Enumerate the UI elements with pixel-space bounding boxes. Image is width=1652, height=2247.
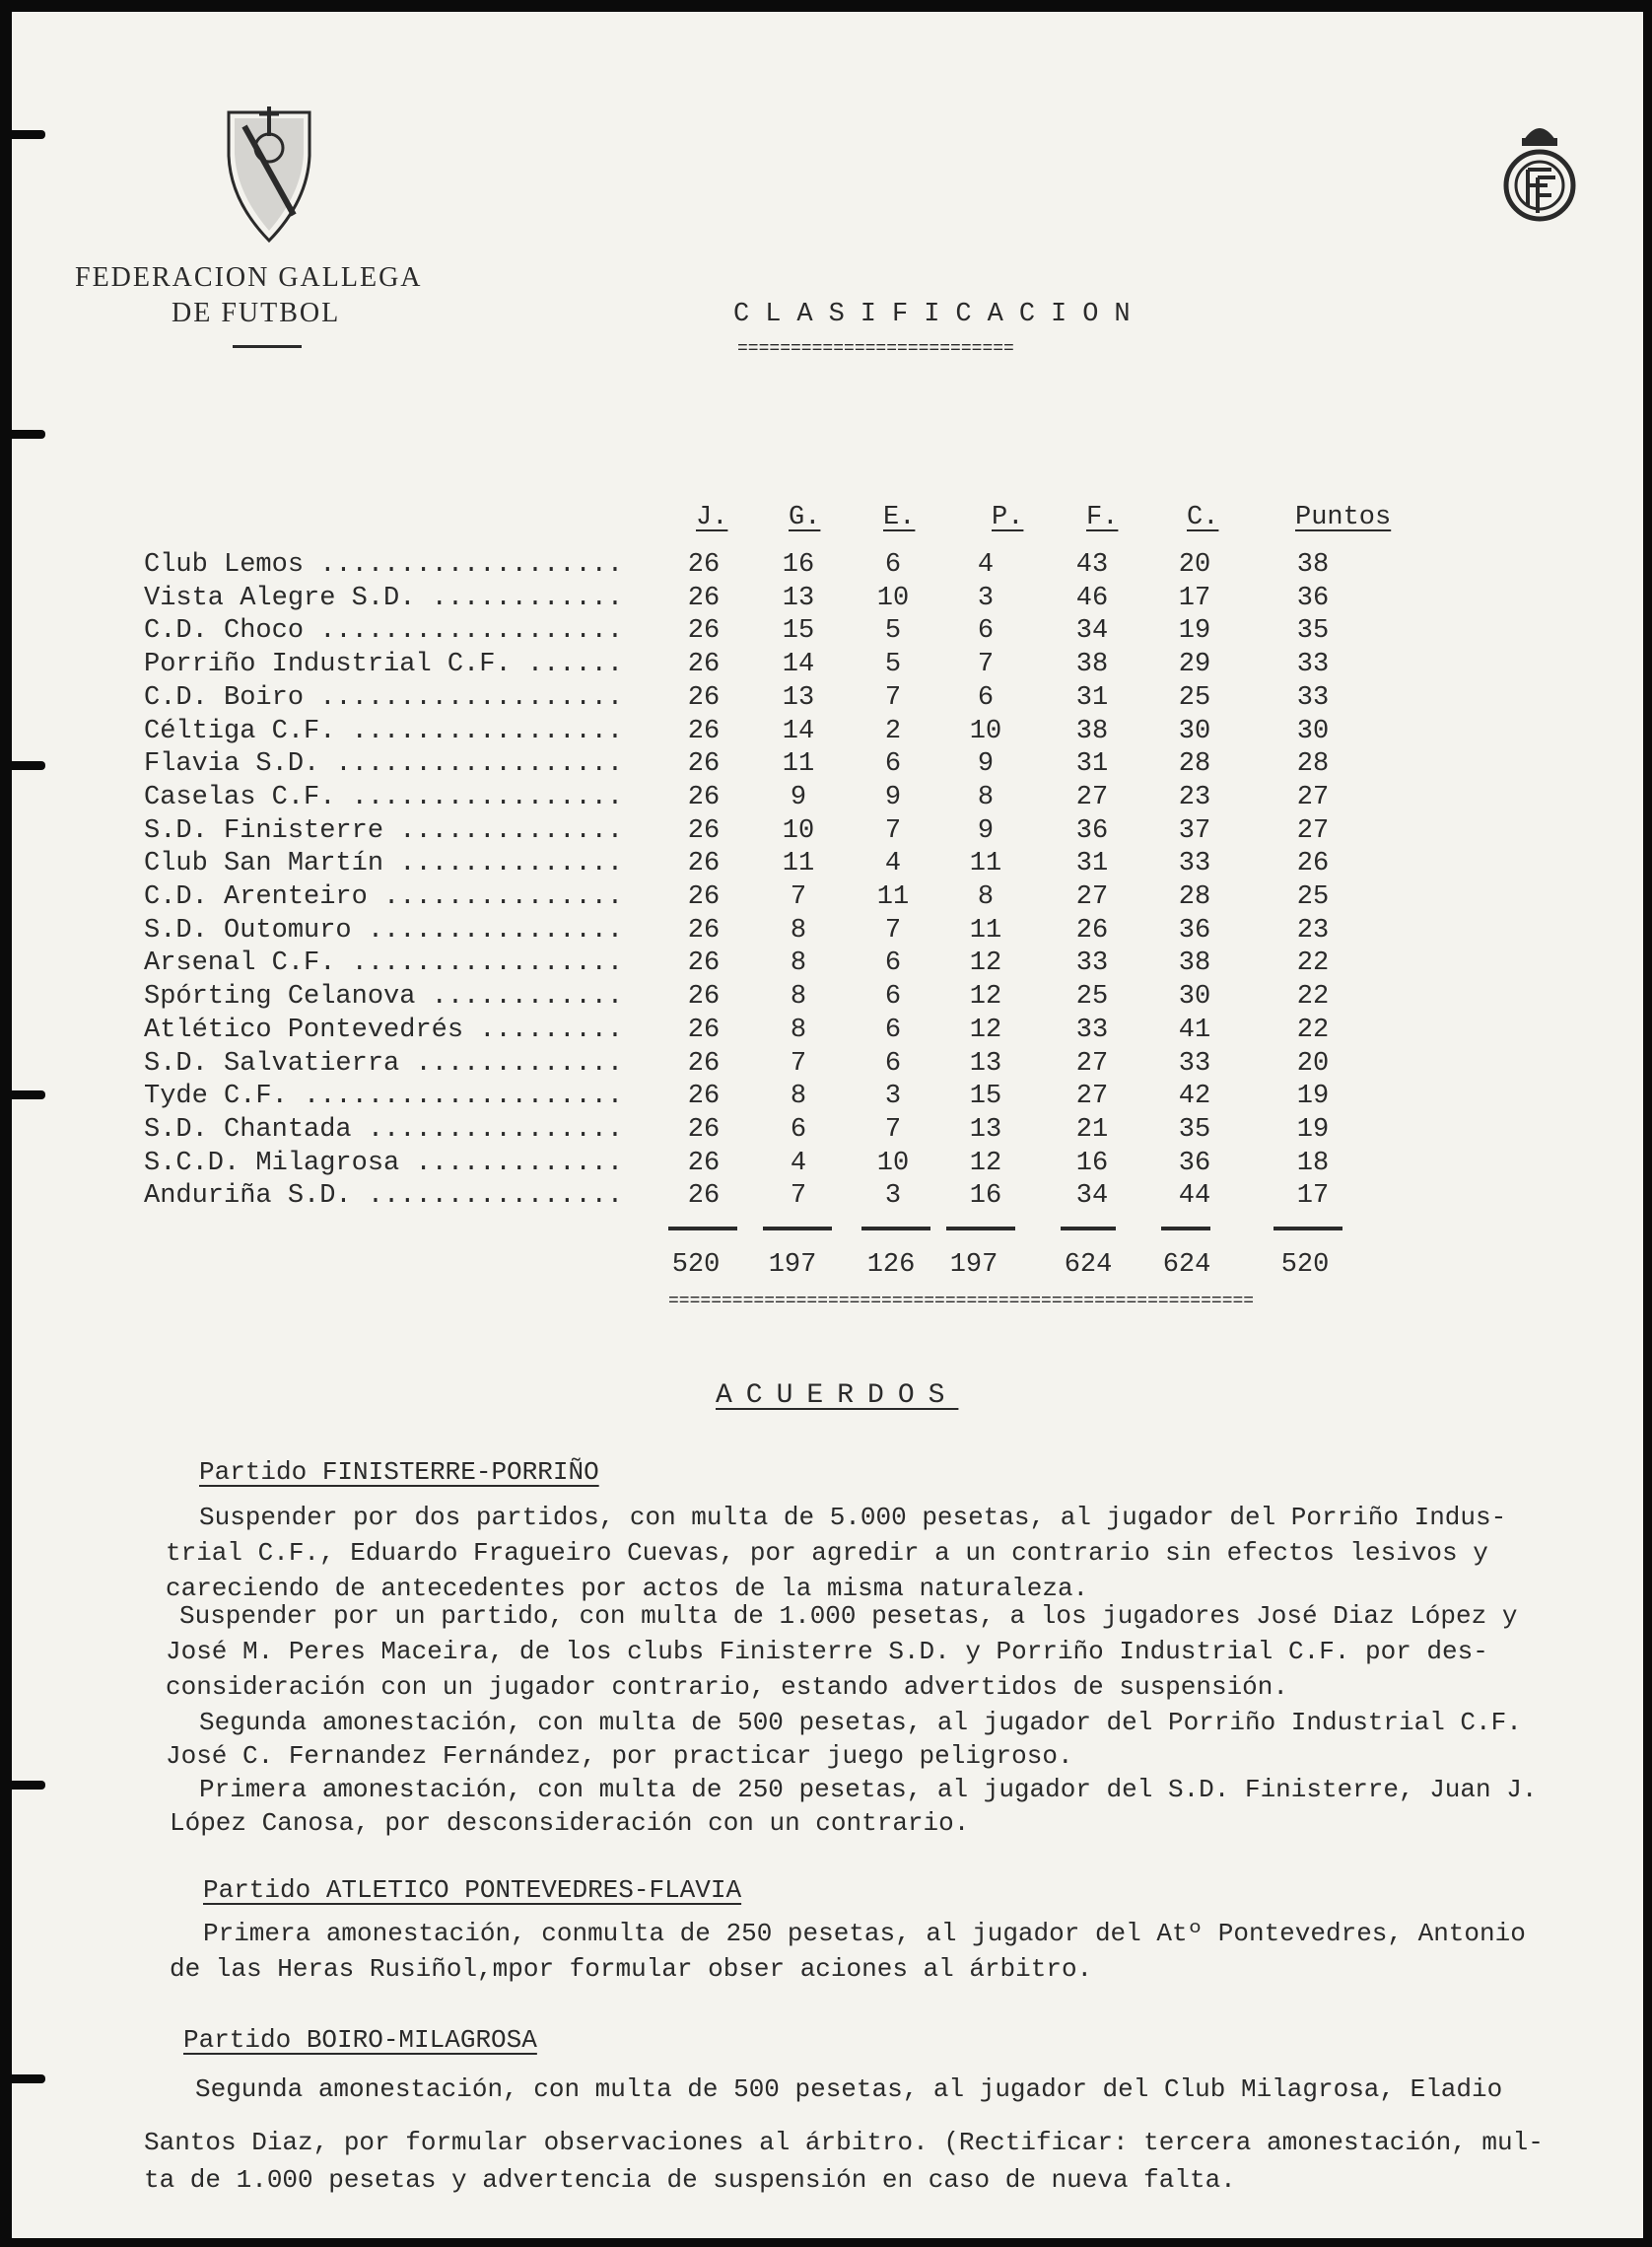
table-cell: 28 [1178, 749, 1211, 780]
table-cell: 23 [1296, 915, 1330, 946]
title-double-underline: ========================== [737, 339, 1014, 359]
total-rule [1161, 1227, 1210, 1230]
divider [233, 345, 302, 348]
total-rule [1061, 1227, 1116, 1230]
table-cell: 4 [977, 550, 995, 580]
document-page [12, 12, 1643, 2238]
team-name: Spórting Celanova ............ [144, 982, 624, 1013]
table-cell: 34 [1075, 1181, 1109, 1212]
table-cell: 5 [884, 616, 902, 647]
team-name: S.D. Chantada ................ [144, 1114, 624, 1145]
table-cell: 10 [969, 716, 1002, 746]
table-cell: 12 [969, 1015, 1002, 1045]
match-heading-finisterre-porrino: Partido FINISTERRE-PORRIÑO [199, 1457, 599, 1487]
agreement-text-line: Segunda amonestación, con multa de 500 pesetas, al jugador del Club Milagrosa, Eladio [195, 2074, 1503, 2104]
table-cell: 15 [782, 616, 815, 647]
table-cell: 38 [1075, 650, 1109, 680]
total-j: 520 [671, 1250, 721, 1280]
table-cell: 16 [1075, 1148, 1109, 1178]
table-cell: 22 [1296, 1015, 1330, 1045]
table-cell: 25 [1178, 682, 1211, 713]
col-header-puntos: Puntos [1295, 503, 1392, 532]
table-cell: 34 [1075, 616, 1109, 647]
table-cell: 26 [687, 550, 721, 580]
table-cell: 29 [1178, 650, 1211, 680]
table-cell: 6 [790, 1114, 807, 1145]
table-cell: 6 [977, 616, 995, 647]
table-cell: 33 [1178, 849, 1211, 879]
table-cell: 26 [687, 782, 721, 812]
table-cell: 38 [1296, 550, 1330, 580]
table-cell: 26 [687, 616, 721, 647]
table-cell: 7 [790, 1048, 807, 1079]
agreement-text-line: de las Heras Rusiñol,mpor formular obser aciones al árbitro. [170, 1954, 1093, 1984]
table-cell: 7 [977, 650, 995, 680]
agreement-text-line: ta de 1.000 pesetas y advertencia de suspensión en caso de nueva falta. [144, 2165, 1236, 2195]
binder-hole [12, 430, 45, 439]
table-cell: 19 [1296, 1082, 1330, 1112]
agreement-text-line: Segunda amonestación, con multa de 500 pesetas, al jugador del Porriño Industrial C.F. [199, 1708, 1522, 1737]
table-cell: 14 [782, 650, 815, 680]
table-cell: 26 [1075, 915, 1109, 946]
table-cell: 17 [1296, 1181, 1330, 1212]
table-cell: 7 [884, 1114, 902, 1145]
agreement-text-line: Primera amonestación, conmulta de 250 pesetas, al jugador del Atº Pontevedres, Antonio [203, 1919, 1526, 1948]
table-cell: 7 [884, 915, 902, 946]
total-puntos: 520 [1280, 1250, 1330, 1280]
table-cell: 21 [1075, 1114, 1109, 1145]
total-f: 624 [1064, 1250, 1113, 1280]
table-cell: 13 [969, 1114, 1002, 1145]
table-cell: 8 [977, 782, 995, 812]
table-cell: 26 [687, 1114, 721, 1145]
col-header-g: G. [789, 503, 821, 532]
agreement-text-line: trial C.F., Eduardo Fragueiro Cuevas, por agredir a un contrario sin efectos lesivos y [166, 1538, 1488, 1568]
table-cell: 4 [884, 849, 902, 879]
table-cell: 27 [1075, 782, 1109, 812]
totals-double-underline: ======================================================= [668, 1292, 1255, 1307]
table-cell: 11 [782, 749, 815, 780]
table-cell: 9 [977, 749, 995, 780]
table-cell: 11 [969, 915, 1002, 946]
rfef-crest-logo [1498, 110, 1581, 229]
agreement-text-line: José M. Peres Maceira, de los clubs Finisterre S.D. y Porriño Industrial C.F. por des- [166, 1637, 1488, 1666]
table-cell: 18 [1296, 1148, 1330, 1178]
table-cell: 3 [977, 583, 995, 613]
table-cell: 35 [1178, 1114, 1211, 1145]
table-cell: 23 [1178, 782, 1211, 812]
table-cell: 20 [1296, 1048, 1330, 1079]
table-cell: 26 [687, 1082, 721, 1112]
acuerdos-heading: ACUERDOS [716, 1380, 959, 1411]
team-name: S.D. Finisterre .............. [144, 815, 624, 846]
table-cell: 27 [1296, 815, 1330, 846]
page-title: CLASIFICACION [733, 300, 1146, 329]
team-name: Porriño Industrial C.F. ...... [144, 650, 624, 680]
table-cell: 36 [1296, 583, 1330, 613]
table-cell: 8 [790, 982, 807, 1013]
table-cell: 33 [1075, 1015, 1109, 1045]
table-cell: 26 [687, 1048, 721, 1079]
table-cell: 44 [1178, 1181, 1211, 1212]
table-cell: 6 [977, 682, 995, 713]
table-cell: 30 [1296, 716, 1330, 746]
table-cell: 26 [687, 682, 721, 713]
match-heading-boiro-milagrosa: Partido BOIRO-MILAGROSA [183, 2025, 537, 2055]
table-cell: 7 [884, 815, 902, 846]
table-cell: 3 [884, 1181, 902, 1212]
table-cell: 35 [1296, 616, 1330, 647]
total-c: 624 [1162, 1250, 1211, 1280]
col-header-c: C. [1187, 503, 1219, 532]
team-name: Caselas C.F. ................. [144, 782, 624, 812]
binder-hole [12, 2074, 45, 2083]
table-cell: 8 [790, 948, 807, 979]
col-header-f: F. [1086, 503, 1119, 532]
total-rule [946, 1227, 1015, 1230]
team-name: C.D. Choco ................... [144, 616, 624, 647]
table-cell: 33 [1178, 1048, 1211, 1079]
team-name: S.D. Salvatierra ............. [144, 1048, 624, 1079]
table-cell: 19 [1178, 616, 1211, 647]
team-name: C.D. Boiro ................... [144, 682, 624, 713]
agreement-text-line: careciendo de antecedentes por actos de la misma naturaleza. [166, 1574, 1089, 1603]
table-cell: 11 [969, 849, 1002, 879]
team-name: Flavia S.D. .................. [144, 749, 624, 780]
table-cell: 28 [1178, 882, 1211, 912]
col-header-p: P. [992, 503, 1024, 532]
table-cell: 26 [687, 948, 721, 979]
binder-hole [12, 1090, 45, 1099]
table-cell: 8 [790, 915, 807, 946]
table-cell: 8 [790, 1082, 807, 1112]
agreement-text-line: Primera amonestación, con multa de 250 pesetas, al jugador del S.D. Finisterre, Juan J. [199, 1775, 1538, 1804]
table-cell: 38 [1075, 716, 1109, 746]
table-cell: 17 [1178, 583, 1211, 613]
table-cell: 14 [782, 716, 815, 746]
table-cell: 6 [884, 550, 902, 580]
binder-hole [12, 130, 45, 139]
table-cell: 26 [687, 1148, 721, 1178]
team-name: Club San Martín .............. [144, 849, 624, 879]
table-cell: 7 [884, 682, 902, 713]
table-cell: 30 [1178, 982, 1211, 1013]
table-cell: 20 [1178, 550, 1211, 580]
table-cell: 26 [687, 716, 721, 746]
table-cell: 9 [884, 782, 902, 812]
table-cell: 16 [969, 1181, 1002, 1212]
table-cell: 6 [884, 1015, 902, 1045]
total-rule [1273, 1227, 1342, 1230]
team-name: Tyde C.F. .................... [144, 1082, 624, 1112]
agreement-text-line: López Canosa, por desconsideración con un contrario. [170, 1808, 970, 1838]
table-cell: 26 [687, 749, 721, 780]
table-cell: 6 [884, 982, 902, 1013]
table-cell: 10 [782, 815, 815, 846]
team-name: Club Lemos ................... [144, 550, 624, 580]
table-cell: 10 [876, 583, 910, 613]
table-cell: 11 [876, 882, 910, 912]
table-cell: 46 [1075, 583, 1109, 613]
team-name: C.D. Arenteiro ............... [144, 882, 624, 912]
agreement-text-line: consideración con un jugador contrario, estando advertidos de suspensión. [166, 1672, 1288, 1702]
table-cell: 33 [1075, 948, 1109, 979]
table-cell: 6 [884, 749, 902, 780]
table-cell: 2 [884, 716, 902, 746]
agreement-text-line: José C. Fernandez Fernández, por practicar juego peligroso. [166, 1741, 1073, 1771]
table-cell: 26 [687, 1181, 721, 1212]
table-cell: 26 [687, 583, 721, 613]
table-cell: 28 [1296, 749, 1330, 780]
federation-name [61, 260, 475, 331]
table-cell: 9 [790, 782, 807, 812]
table-cell: 30 [1178, 716, 1211, 746]
table-cell: 36 [1075, 815, 1109, 846]
table-cell: 22 [1296, 982, 1330, 1013]
total-rule [668, 1227, 737, 1230]
table-cell: 27 [1075, 882, 1109, 912]
table-cell: 26 [1296, 849, 1330, 879]
table-cell: 4 [790, 1148, 807, 1178]
table-cell: 9 [977, 815, 995, 846]
table-cell: 15 [969, 1082, 1002, 1112]
table-cell: 42 [1178, 1082, 1211, 1112]
table-cell: 10 [876, 1148, 910, 1178]
table-cell: 13 [969, 1048, 1002, 1079]
total-rule [763, 1227, 832, 1230]
table-cell: 41 [1178, 1015, 1211, 1045]
total-rule [861, 1227, 930, 1230]
total-g: 197 [768, 1250, 817, 1280]
table-cell: 31 [1075, 682, 1109, 713]
table-cell: 27 [1075, 1082, 1109, 1112]
table-cell: 37 [1178, 815, 1211, 846]
table-cell: 31 [1075, 849, 1109, 879]
table-cell: 26 [687, 1015, 721, 1045]
table-cell: 8 [790, 1015, 807, 1045]
agreement-text-line: Suspender por dos partidos, con multa de 5.000 pesetas, al jugador del Porriño Indus- [199, 1503, 1507, 1532]
table-cell: 33 [1296, 682, 1330, 713]
table-cell: 25 [1075, 982, 1109, 1013]
table-cell: 33 [1296, 650, 1330, 680]
table-cell: 13 [782, 682, 815, 713]
table-cell: 26 [687, 982, 721, 1013]
table-cell: 7 [790, 1181, 807, 1212]
table-cell: 36 [1178, 1148, 1211, 1178]
agreement-text-line: Suspender por un partido, con multa de 1.000 pesetas, a los jugadores José Diaz López y [179, 1601, 1518, 1631]
total-e: 126 [866, 1250, 916, 1280]
table-cell: 7 [790, 882, 807, 912]
team-name: Arsenal C.F. ................. [144, 948, 624, 979]
table-cell: 3 [884, 1082, 902, 1112]
table-cell: 6 [884, 1048, 902, 1079]
team-name: Anduriña S.D. ................ [144, 1181, 624, 1212]
team-name: Atlético Pontevedrés ......... [144, 1015, 624, 1045]
table-cell: 22 [1296, 948, 1330, 979]
table-cell: 5 [884, 650, 902, 680]
federation-name-line2: DE FUTBOL [172, 298, 341, 328]
table-cell: 26 [687, 882, 721, 912]
table-cell: 26 [687, 815, 721, 846]
table-cell: 12 [969, 982, 1002, 1013]
col-header-j: J. [696, 503, 728, 532]
team-name: Vista Alegre S.D. ............ [144, 583, 624, 613]
team-name: Céltiga C.F. ................. [144, 716, 624, 746]
table-cell: 26 [687, 650, 721, 680]
binder-hole [12, 761, 45, 770]
team-name: S.D. Outomuro ................ [144, 915, 624, 946]
table-cell: 16 [782, 550, 815, 580]
table-cell: 25 [1296, 882, 1330, 912]
table-cell: 12 [969, 948, 1002, 979]
match-heading-atletico-flavia: Partido ATLETICO PONTEVEDRES-FLAVIA [203, 1875, 742, 1905]
table-cell: 13 [782, 583, 815, 613]
federation-shield-logo [225, 106, 313, 245]
table-cell: 43 [1075, 550, 1109, 580]
federation-name-line1: FEDERACION GALLEGA [75, 262, 423, 293]
table-cell: 26 [687, 915, 721, 946]
table-cell: 36 [1178, 915, 1211, 946]
table-cell: 26 [687, 849, 721, 879]
team-name: S.C.D. Milagrosa ............. [144, 1148, 624, 1178]
col-header-e: E. [883, 503, 916, 532]
table-cell: 19 [1296, 1114, 1330, 1145]
table-cell: 6 [884, 948, 902, 979]
table-cell: 11 [782, 849, 815, 879]
binder-hole [12, 1781, 45, 1790]
table-cell: 38 [1178, 948, 1211, 979]
table-cell: 31 [1075, 749, 1109, 780]
table-cell: 8 [977, 882, 995, 912]
total-p: 197 [949, 1250, 998, 1280]
table-cell: 12 [969, 1148, 1002, 1178]
table-cell: 27 [1296, 782, 1330, 812]
table-cell: 27 [1075, 1048, 1109, 1079]
agreement-text-line: Santos Diaz, por formular observaciones al árbitro. (Rectificar: tercera amonestación, mul- [144, 2128, 1544, 2157]
